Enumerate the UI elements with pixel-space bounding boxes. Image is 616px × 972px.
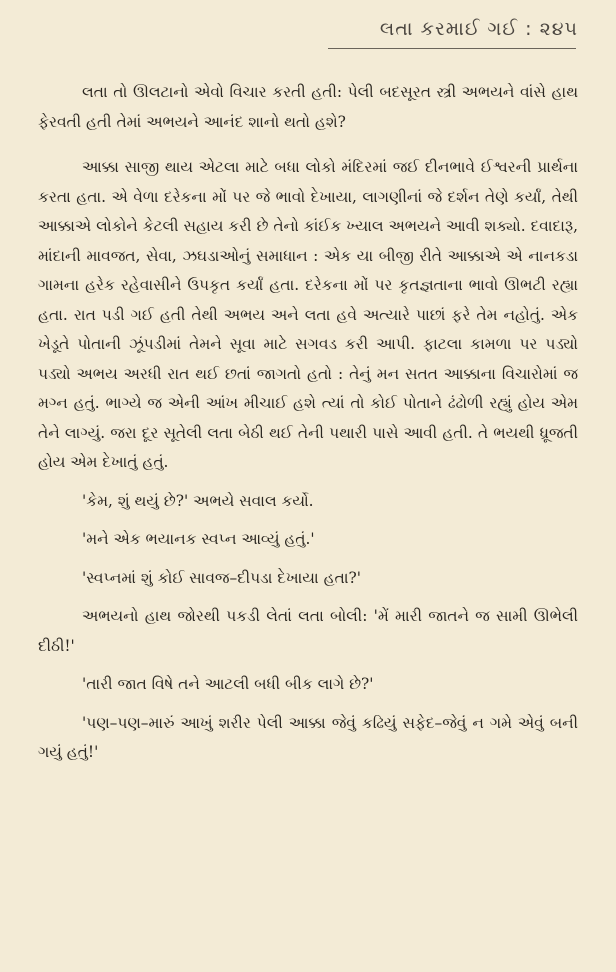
paragraph: આક્કા સાજી થાય એટલા માટે બધા લોકો મંદિરમાં જઈ દીનભાવે ઈશ્વરની પ્રાર્થના કરતા હતા. એ વેળા દરેકના મોં પર જે ભાવો દેખાયા, લાગણીનાં જે દર્શન તેણે કર્યાં, તેથી આક્કાએ લોકોને કેટલી સહાય કરી છે તેનો કાંઈક ખ્યાલ અભયને આવી શક્યો. દવાદારૂ, માંદાની માવજત, સેવા, ઝઘડાઓનું સમાધાન : એક યા બીજી રીતે આક્કાએ એ નાનકડા ગામના હરેક રહેવાસીને ઉપકૃત કર્યાં હતા. દરેકના મોં પર કૃતજ્ઞતાના ભાવો ઊભટી રહ્યા હતા. રાત પડી ગઈ હતી તેથી અભય અને લતા હવે અત્યારે પાછાં ફરે તેમ નહોતું. એક ખેડૂતે પોતાની ઝૂંપડીમાં તેમને સૂવા માટે સગવડ કરી આપી. ફાટલા કામળા પર પડ્યો પડ્યો અભય અરધી રાત થઈ છતાં જાગતો હતો : તેનું મન સતત આક્કાના વિચારોમાં જ મગ્ન હતું. ભાગ્યે જ એની આંખ મીચાઈ હશે ત્યાં તો કોઈ પોતાને ઢંઢોળી રહ્યું હોય એમ તેને લાગ્યું. જરા દૂર સૂતેલી લતા બેઠી થઈ તેની પથારી પાસે આવી હતી. તે ભયથી ધ્રૂજતી હોય એમ દેખાતું હતું. (38, 158, 578, 471)
dialogue-line: 'તારી જાત વિષે તને આટલી બધી બીક લાગે છે?' (82, 675, 374, 693)
dialogue-line: 'કેમ, શું થયું છે?' અભયે સવાલ કર્યો. (82, 491, 314, 510)
dialogue-line: અભયનો હાથ જોરથી પકડી લેતાં લતા બોલી: 'મેં મારી જાતને જ સામી ઊભેલી દીઠી!' (38, 607, 578, 655)
dialogue-line: 'સ્વપ્નમાં શું કોઈ સાવજ–દીપડા દેખાયા હતા?' (82, 568, 361, 587)
header-underline (328, 48, 576, 49)
running-header: લતા કરમાઈ ગઈ : ૨૪૫ (379, 18, 578, 40)
dialogue-line: 'પણ–પણ–મારું આખું શરીર પેલી આક્કા જેવું કઢિયું સફેદ–જેવું ન ગમે એવું બની ગયું હતું!' (38, 713, 578, 761)
paragraph: લતા તો ઊલટાનો એવો વિચાર કરતી હતી: પેલી બદસૂરત સ્ત્રી અભયને વાંસે હાથ ફેરવતી હતી તેમાં અભયને આનંદ શાનો થતો હશે? (38, 83, 578, 131)
body-text (38, 78, 578, 768)
dialogue-line: 'મને એક ભયાનક સ્વપ્ન આવ્યું હતું.' (82, 530, 315, 548)
